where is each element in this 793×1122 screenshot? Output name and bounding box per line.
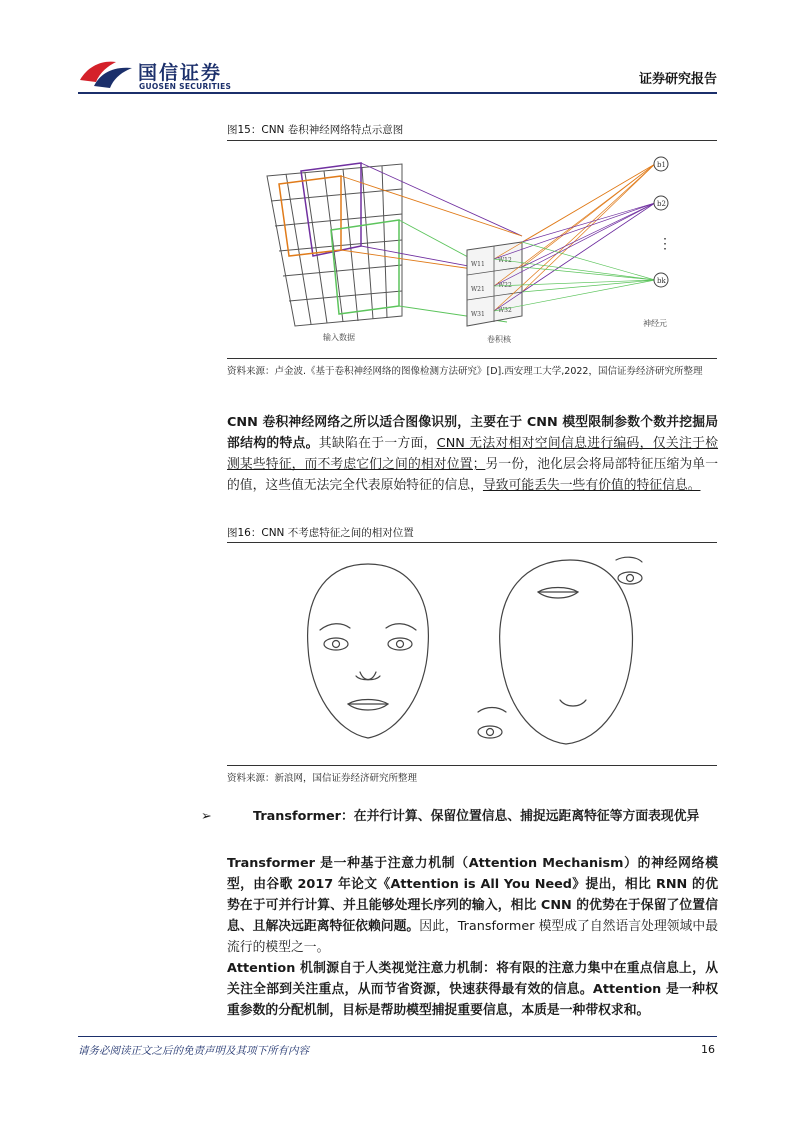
neuron-b1-label: b1	[657, 161, 666, 169]
figure-15-source: 资料来源：卢金波.《基于卷积神经网络的图像检测方法研究》[D].西安理工大学,2022，国信证券经济研究所整理	[227, 366, 703, 377]
logo-text-en: GUOSEN SECURITIES	[139, 82, 232, 91]
kernel-cell-w32: W32	[498, 307, 512, 314]
footer-divider	[78, 1036, 717, 1037]
cnn-diagram	[227, 146, 717, 354]
figure-16-bottom-rule	[227, 765, 717, 766]
paragraph-cnn	[227, 412, 718, 496]
figure-15-bottom-rule	[227, 358, 717, 359]
figure-15-top-rule	[227, 140, 717, 141]
neuron-b2-label: b2	[657, 200, 666, 208]
figure-16-caption: 图16：CNN 不考虑特征之间的相对位置	[227, 527, 414, 539]
paragraph-cnn-text-b: 另一份，池化层会将局部特征压缩为单一的值，这些值无法完全代表原始特征的信息，	[227, 457, 719, 493]
logo-text-cn: 国信证券	[138, 62, 223, 84]
paragraph-attention-bold: Attention 机制源自于人类视觉注意力机制：将有限的注意力集中在重点信息上，从关注全部到关注重点，从而节省资源，快速获得最有效的信息。Attention 是一种权重参数的分配机制，目标是帮助模型捕捉重要信息，本质是一种带权求和。	[227, 961, 718, 1018]
paragraph-cnn-text-a: 其缺陷在于一方面，	[318, 436, 437, 451]
section-heading-transformer	[201, 806, 744, 827]
neuron-ellipsis: ⋮	[658, 236, 672, 252]
paragraph-cnn-underline-a: CNN 无法对相对空间信息进行编码，仅关注于检测某些特征，而不考虑它们之间的相对位置；	[227, 436, 719, 472]
kernel-cell-w22: W22	[498, 282, 512, 289]
figure-16-source: 资料来源：新浪网，国信证券经济研究所整理	[227, 773, 418, 784]
faces-illustration	[290, 552, 660, 752]
figure-16-top-rule	[227, 542, 717, 543]
footer-disclaimer: 请务必阅读正文之后的免责声明及其项下所有内容	[78, 1045, 309, 1057]
kernel-cell-w12: W12	[498, 257, 512, 264]
report-type-label: 证券研究报告	[638, 72, 717, 87]
kernel-cell-w31: W31	[471, 311, 485, 318]
guosen-logo-icon	[78, 56, 134, 90]
kernel-cell-w11: W11	[471, 261, 485, 268]
paragraph-cnn-underline-b: 导致可能丢失一些有价值的特征信息。	[482, 478, 701, 493]
header-divider	[78, 92, 717, 94]
neuron-label: 神经元	[643, 319, 667, 328]
paragraph-attention	[227, 958, 718, 1021]
figure-15-caption: 图15：CNN 卷积神经网络特点示意图	[227, 124, 404, 136]
kernel-cell-w21: W21	[471, 286, 485, 293]
paragraph-transformer-text: 因此，Transformer 模型成了自然语言处理领域中最流行的模型之一。	[227, 919, 719, 955]
paragraph-transformer-bold: Transformer 是一种基于注意力机制（Attention Mechanism）的神经网络模型，由谷歌 2017 年论文《Attention is All You Need》提出，相比 RNN 的优势在于可并行计算、并且能够处理长序列的输入，相比 CNN 的优势在于保留了位置信息、且解决远距离特征依赖问题。	[227, 856, 718, 934]
paragraph-cnn-bold: CNN 卷积神经网络之所以适合图像识别，主要在于 CNN 模型限制参数个数并挖掘局部结构的特点。	[227, 415, 718, 451]
page-number: 16	[701, 1043, 715, 1056]
kernel-label: 卷积核	[487, 335, 511, 344]
neuron-bk-label: bk	[657, 277, 666, 285]
arrow-bullet-icon: ➢	[201, 809, 212, 824]
section-heading-text: Transformer：在并行计算、保留位置信息、捕捉远距离特征等方面表现优异	[253, 809, 700, 824]
paragraph-transformer	[227, 853, 718, 958]
input-data-label: 输入数据	[323, 333, 355, 342]
